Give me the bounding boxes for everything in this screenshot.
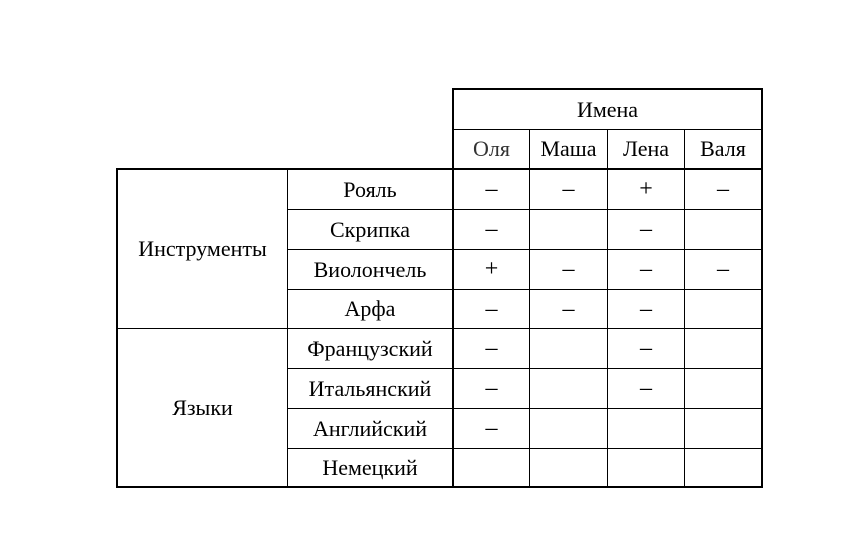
cell-mark: – bbox=[485, 375, 498, 401]
cell-mark: – bbox=[717, 176, 729, 202]
cell-mark: – bbox=[717, 256, 729, 282]
cell-mark: + bbox=[639, 176, 653, 202]
cell-mark: – bbox=[485, 415, 498, 441]
name-header-lena: Лена bbox=[622, 136, 670, 161]
cell-mark bbox=[530, 409, 607, 448]
cell-mark bbox=[530, 329, 607, 368]
row-label-violin: Скрипка bbox=[329, 216, 411, 242]
cell-mark bbox=[685, 210, 761, 249]
bottom-border bbox=[116, 486, 763, 488]
row-label-cello: Виолончель bbox=[313, 256, 427, 282]
cell-mark: – bbox=[640, 335, 652, 361]
group-label-instruments: Инструменты bbox=[138, 236, 267, 261]
cell-mark: – bbox=[485, 176, 498, 202]
row-label-french: Французский bbox=[307, 335, 433, 361]
row-label-italian: Итальянский bbox=[308, 375, 432, 401]
cell-mark: – bbox=[640, 375, 652, 401]
name-header-masha: Маша bbox=[540, 136, 597, 161]
cell-mark bbox=[685, 369, 761, 408]
row-label-piano: Рояль bbox=[343, 176, 397, 202]
name-header-valya: Валя bbox=[700, 136, 746, 161]
name-header-olya: Оля bbox=[473, 136, 510, 161]
cell-mark bbox=[530, 449, 607, 486]
cell-mark: – bbox=[640, 295, 652, 322]
cell-mark: – bbox=[485, 335, 498, 361]
cell-mark: – bbox=[562, 176, 575, 202]
cell-mark: – bbox=[562, 256, 575, 282]
group-label-languages: Языки bbox=[172, 394, 233, 420]
right-border bbox=[761, 88, 763, 488]
cell-mark bbox=[685, 409, 761, 448]
cell-mark bbox=[685, 329, 761, 368]
cell-mark bbox=[685, 449, 761, 486]
cell-mark: + bbox=[484, 256, 499, 282]
header-group-label: Имена bbox=[576, 96, 639, 122]
cell-mark bbox=[685, 290, 761, 328]
row-label-german: Немецкий bbox=[322, 454, 418, 480]
cell-mark bbox=[454, 449, 529, 486]
cell-mark: – bbox=[485, 216, 498, 242]
row-label-harp: Арфа bbox=[344, 296, 396, 321]
cell-mark bbox=[530, 210, 607, 249]
cell-mark bbox=[530, 369, 607, 408]
cell-mark: – bbox=[640, 216, 652, 242]
cell-mark: – bbox=[562, 295, 575, 322]
cell-mark: – bbox=[485, 295, 498, 322]
cell-mark bbox=[608, 409, 684, 448]
cell-mark: – bbox=[640, 256, 652, 282]
cell-mark bbox=[608, 449, 684, 486]
row-label-english: Английский bbox=[312, 415, 428, 441]
